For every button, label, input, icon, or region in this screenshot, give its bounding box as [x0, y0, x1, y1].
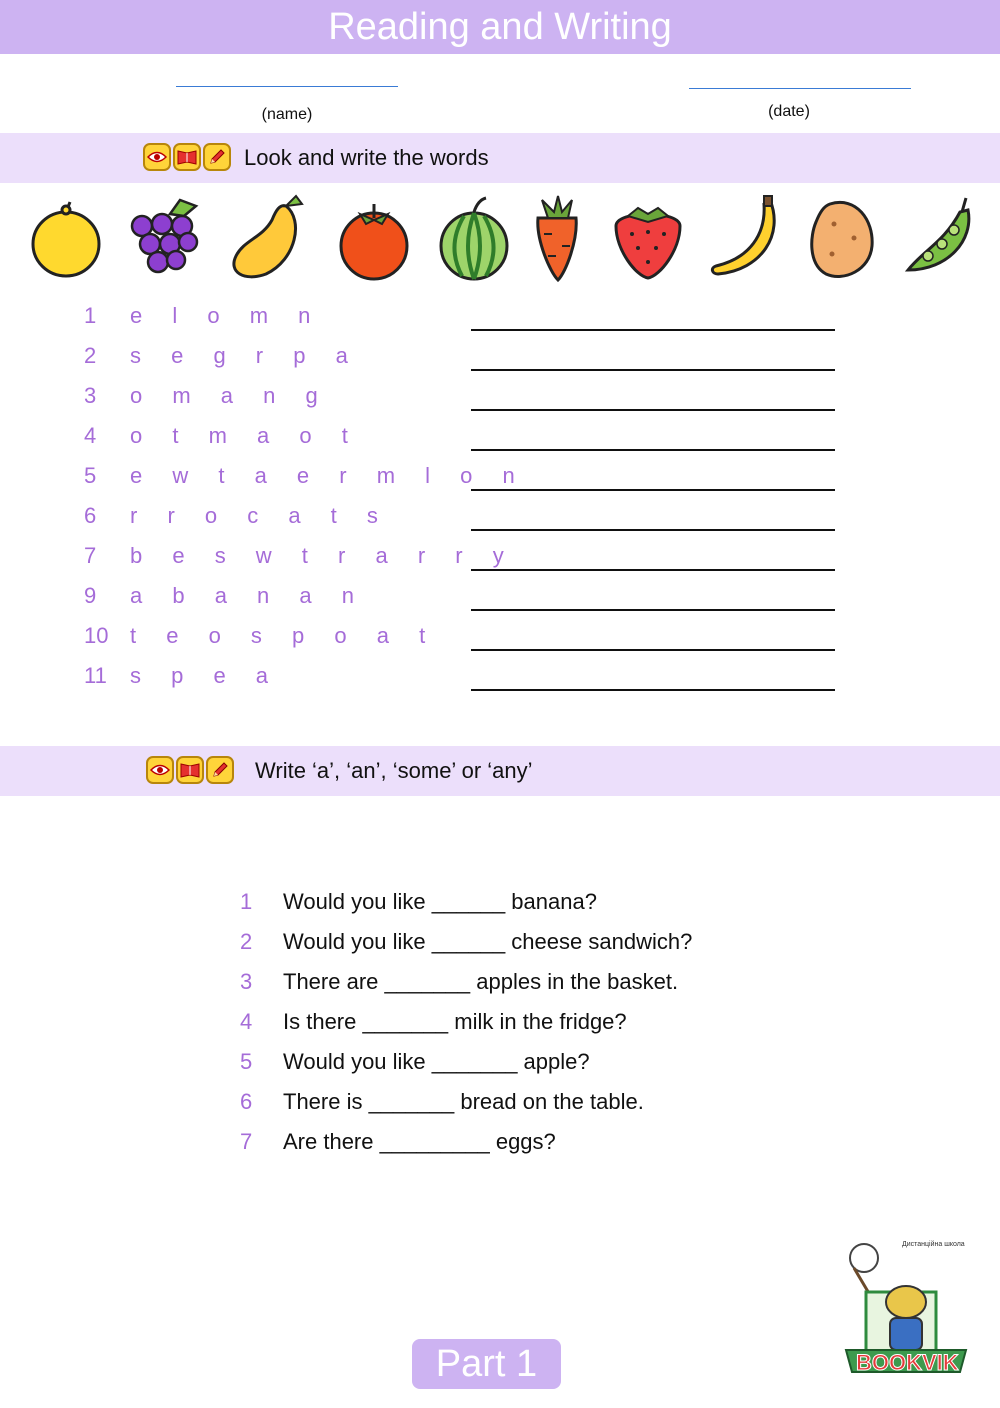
question-text: There are _______ apples in the basket.: [283, 969, 679, 994]
eye-icon: [146, 756, 174, 784]
scrambled-row-4: [0, 423, 1000, 463]
question-2[interactable]: [0, 929, 1000, 969]
question-number: 4: [240, 1009, 253, 1034]
scrambled-row-2: [0, 343, 1000, 383]
banana-icon: [706, 190, 790, 286]
answer-line[interactable]: [471, 329, 835, 331]
row-number: 2: [84, 343, 97, 368]
bookvik-logo: [826, 1232, 986, 1392]
scrambled-letters: s p e a: [130, 663, 281, 688]
row-number: 4: [84, 423, 97, 448]
scrambled-row-10: [0, 663, 1000, 703]
potato-icon: [800, 190, 884, 286]
scrambled-row-5: [0, 463, 1000, 503]
pencil-icon: [206, 756, 234, 784]
question-3[interactable]: [0, 969, 1000, 1009]
date-line[interactable]: [689, 88, 911, 89]
question-number: 3: [240, 969, 253, 994]
question-text: Is there _______ milk in the fridge?: [283, 1009, 627, 1034]
lemon-icon: [26, 190, 110, 286]
question-6[interactable]: [0, 1089, 1000, 1129]
scrambled-row-8: [0, 583, 1000, 623]
scrambled-letters: o m a n g: [130, 383, 330, 408]
question-text: There is _______ bread on the table.: [283, 1089, 644, 1114]
scrambled-letters: a b a n a n: [130, 583, 366, 608]
question-5[interactable]: [0, 1049, 1000, 1089]
question-4[interactable]: [0, 1009, 1000, 1049]
question-1[interactable]: [0, 889, 1000, 929]
question-number: 7: [240, 1129, 253, 1154]
book-icon: [176, 756, 204, 784]
row-number: 7: [84, 543, 97, 568]
answer-line[interactable]: [471, 489, 835, 491]
answer-line[interactable]: [471, 569, 835, 571]
scrambled-letters: r r o c a t s: [130, 503, 390, 528]
carrot-icon: [516, 190, 600, 286]
book-icon: [173, 143, 201, 171]
question-number: 6: [240, 1089, 253, 1114]
answer-line[interactable]: [471, 689, 835, 691]
part-button[interactable]: [412, 1339, 561, 1389]
question-number: 1: [240, 889, 253, 914]
mango-icon: [226, 190, 310, 286]
row-number: 11: [84, 663, 107, 688]
answer-line[interactable]: [471, 369, 835, 371]
answer-line[interactable]: [471, 409, 835, 411]
section2-instruction: Write ‘a’, ‘an’, ‘some’ or ‘any’: [255, 758, 533, 783]
question-number: 5: [240, 1049, 253, 1074]
section1-bar: [0, 133, 1000, 183]
scrambled-row-9: [0, 623, 1000, 663]
scrambled-letters: e l o m n: [130, 303, 323, 328]
date-label: (date): [768, 103, 810, 120]
answer-line[interactable]: [471, 609, 835, 611]
section2-bar: [0, 746, 1000, 796]
question-text: Would you like _______ apple?: [283, 1049, 590, 1074]
scrambled-row-7: [0, 543, 1000, 583]
strawberry-icon: [606, 190, 690, 286]
logo-caption: Дистанційна школа: [902, 1241, 965, 1248]
name-label: (name): [261, 106, 313, 123]
answer-line[interactable]: [471, 449, 835, 451]
scrambled-letters: o t m a o t: [130, 423, 360, 448]
name-line[interactable]: [176, 86, 398, 87]
title-bar: [0, 0, 1000, 54]
row-number: 6: [84, 503, 97, 528]
grapes-icon: [124, 190, 208, 286]
question-text: Would you like ______ banana?: [283, 889, 597, 914]
logo-text: BOOKVIK: [856, 1350, 959, 1375]
row-number: 1: [84, 303, 97, 328]
question-text: Are there _________ eggs?: [283, 1129, 556, 1154]
answer-line[interactable]: [471, 649, 835, 651]
page-title: Reading and Writing: [328, 6, 672, 48]
scrambled-row-1: [0, 303, 1000, 343]
question-number: 2: [240, 929, 253, 954]
scrambled-letters: t e o s p o a t: [130, 623, 438, 648]
section1-icons: [143, 143, 231, 171]
scrambled-row-6: [0, 503, 1000, 543]
row-number: 5: [84, 463, 97, 488]
part-label: Part 1: [435, 1343, 538, 1385]
answer-line[interactable]: [471, 529, 835, 531]
scrambled-letters: e w t a e r m l o n: [130, 463, 527, 488]
section2-icons: [146, 756, 234, 784]
section1-instruction: Look and write the words: [244, 145, 489, 170]
row-number: 10: [84, 623, 109, 648]
question-text: Would you like ______ cheese sandwich?: [283, 929, 693, 954]
peas-icon: [902, 190, 986, 286]
scrambled-letters: b e s w t r a r r y: [130, 543, 516, 568]
watermelon-icon: [434, 190, 518, 286]
question-7[interactable]: [0, 1129, 1000, 1169]
row-number: 3: [84, 383, 97, 408]
scrambled-row-3: [0, 383, 1000, 423]
scrambled-letters: s e g r p a: [130, 343, 360, 368]
row-number: 9: [84, 583, 97, 608]
pencil-icon: [203, 143, 231, 171]
eye-icon: [143, 143, 171, 171]
tomato-icon: [334, 190, 418, 286]
